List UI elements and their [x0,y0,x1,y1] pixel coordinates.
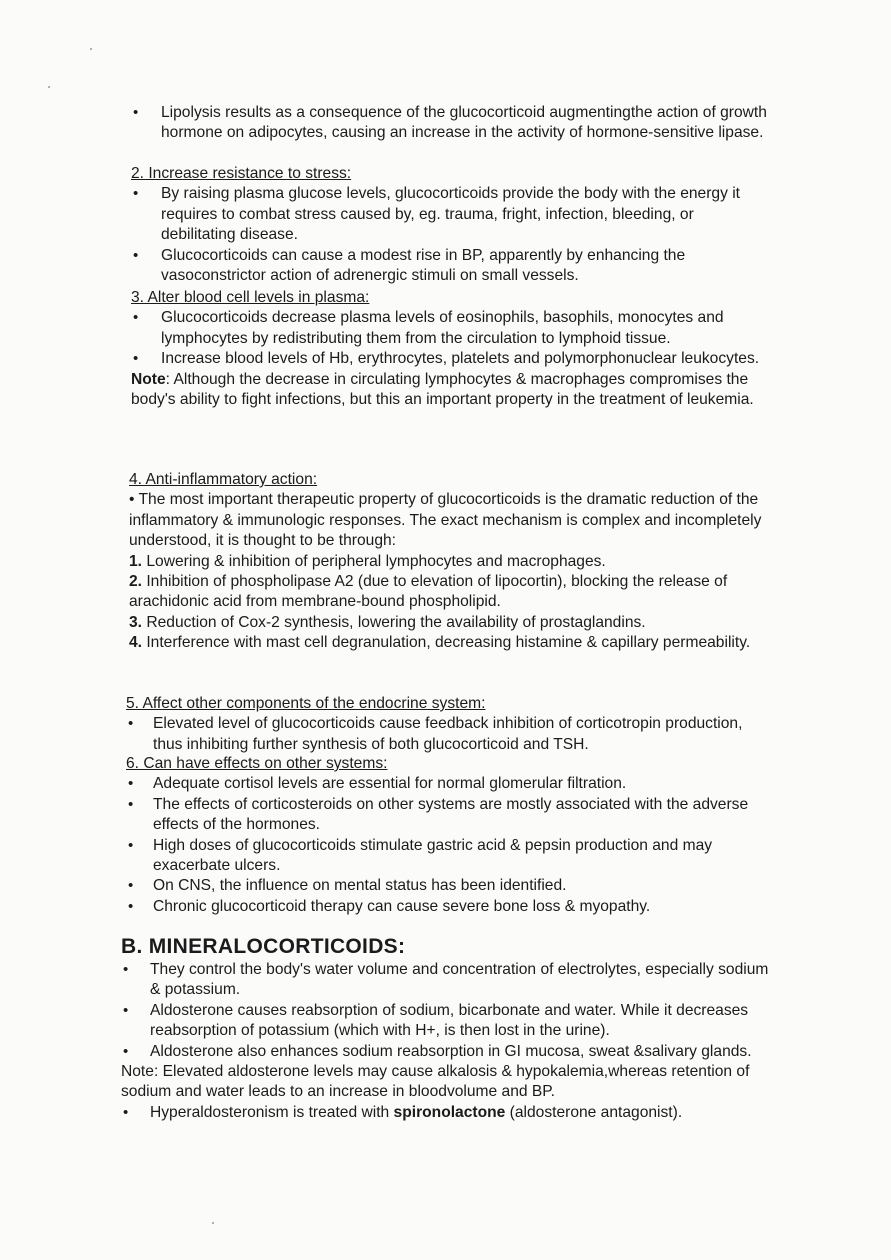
list-item: • Aldosterone also enhances sodium reabsorption in GI mucosa, sweat &salivary glands. [121,1042,771,1062]
note-text: : Although the decrease in circulating lymphocytes & macrophages compromises the body's ability to fight infections, but this an important property in the treatment of leukemia. [131,370,754,409]
list-item: • On CNS, the influence on mental status has been identified. [126,876,766,896]
item-number: 2. [129,573,143,591]
list-item: • Aldosterone causes reabsorption of sodium, bicarbonate and water. While it decreases reabsorption of potassium (which with H+, is then lost in the urine). [121,1001,771,1042]
list-item: • Glucocorticoids can cause a modest rise in BP, apparently by enhancing the vasoconstrictor action of adrenergic stimuli on small vessels. [131,246,771,287]
item-text: Lowering & inhibition of peripheral lymphocytes and macrophages. [142,552,606,570]
list-item [121,1103,771,1123]
list-item: • Increase blood levels of Hb, erythrocytes, platelets and polymorphonuclear leukocytes. [131,349,771,369]
section-1-continuation [131,103,771,144]
note-label: Note [131,370,166,388]
list-item: • Chronic glucocorticoid therapy can cause severe bone loss & myopathy. [126,897,766,917]
list-item: • Adequate cortisol levels are essential for normal glomerular filtration. [126,774,766,794]
section-5 [126,694,766,755]
note-paragraph [131,370,771,411]
item-number: 1. [129,552,143,570]
list-item: • They control the body's water volume and concentration of electrolytes, especially sodium & potassium. [121,960,771,1001]
section-mineralocorticoids [121,934,771,1123]
section-heading: 4. Anti-inflammatory action: [129,471,318,488]
section-6 [126,754,766,917]
numbered-item [129,613,769,633]
numbered-item [129,552,769,572]
list-item: • Glucocorticoids decrease plasma levels of eosinophils, basophils, monocytes and lymphocytes by redistributing them from the circulation to lymphoid tissue. [131,308,771,349]
section-heading: 2. Increase resistance to stress: [131,165,352,182]
scan-speck [48,86,50,88]
numbered-item [129,572,769,613]
note-paragraph: Note: Elevated aldosterone levels may cause alkalosis & hypokalemia,whereas retention of sodium and water leads to an increase in bloodvolume and BP. [121,1063,750,1101]
item-text: Reduction of Cox-2 synthesis, lowering the availability of prostaglandins. [142,613,646,631]
list-item: • Elevated level of glucocorticoids cause feedback inhibition of corticotropin production, thus inhibiting further synthesis of both glucocorticoid and TSH. [126,714,766,755]
list-item: • High doses of glucocorticoids stimulate gastric acid & pepsin production and may exacerbate ulcers. [126,836,766,877]
item-text: Interference with mast cell degranulation, decreasing histamine & capillary permeability. [142,634,751,652]
numbered-item [129,633,769,653]
scan-speck [90,48,92,50]
section-title: B. MINERALOCORTICOIDS: [121,935,406,958]
item-text: (aldosterone antagonist). [505,1103,683,1121]
drug-name: spironolactone [393,1103,506,1121]
section-heading: 6. Can have effects on other systems: [126,755,388,772]
section-heading: 5. Affect other components of the endocrine system: [126,695,486,712]
item-number: 4. [129,634,143,652]
scan-speck [212,1222,214,1224]
section-4 [129,470,769,654]
section-2 [131,164,771,286]
list-item: • By raising plasma glucose levels, glucocorticoids provide the body with the energy it requires to combat stress caused by, eg. trauma, fright, infection, bleeding, or debilitating disease. [131,184,771,245]
section-heading: 3. Alter blood cell levels in plasma: [131,289,370,306]
list-item: • Lipolysis results as a consequence of the glucocorticoid augmentingthe action of growth hormone on adipocytes, causing an increase in the activity of hormone-sensitive lipase. [131,103,771,144]
item-text: Hyperaldosteronism is treated with [150,1103,394,1121]
section-3 [131,288,771,410]
item-number: 3. [129,613,143,631]
section-intro: • The most important therapeutic property of glucocorticoids is the dramatic reduction of the inflammatory & immunologic responses. The exact mechanism is complex and incompletely understood, it is thought to be through: [129,491,762,550]
item-text: Inhibition of phospholipase A2 (due to elevation of lipocortin), blocking the release of arachidonic acid from membrane-bound phospholipid. [129,573,728,611]
list-item: • The effects of corticosteroids on other systems are mostly associated with the adverse effects of the hormones. [126,795,766,836]
